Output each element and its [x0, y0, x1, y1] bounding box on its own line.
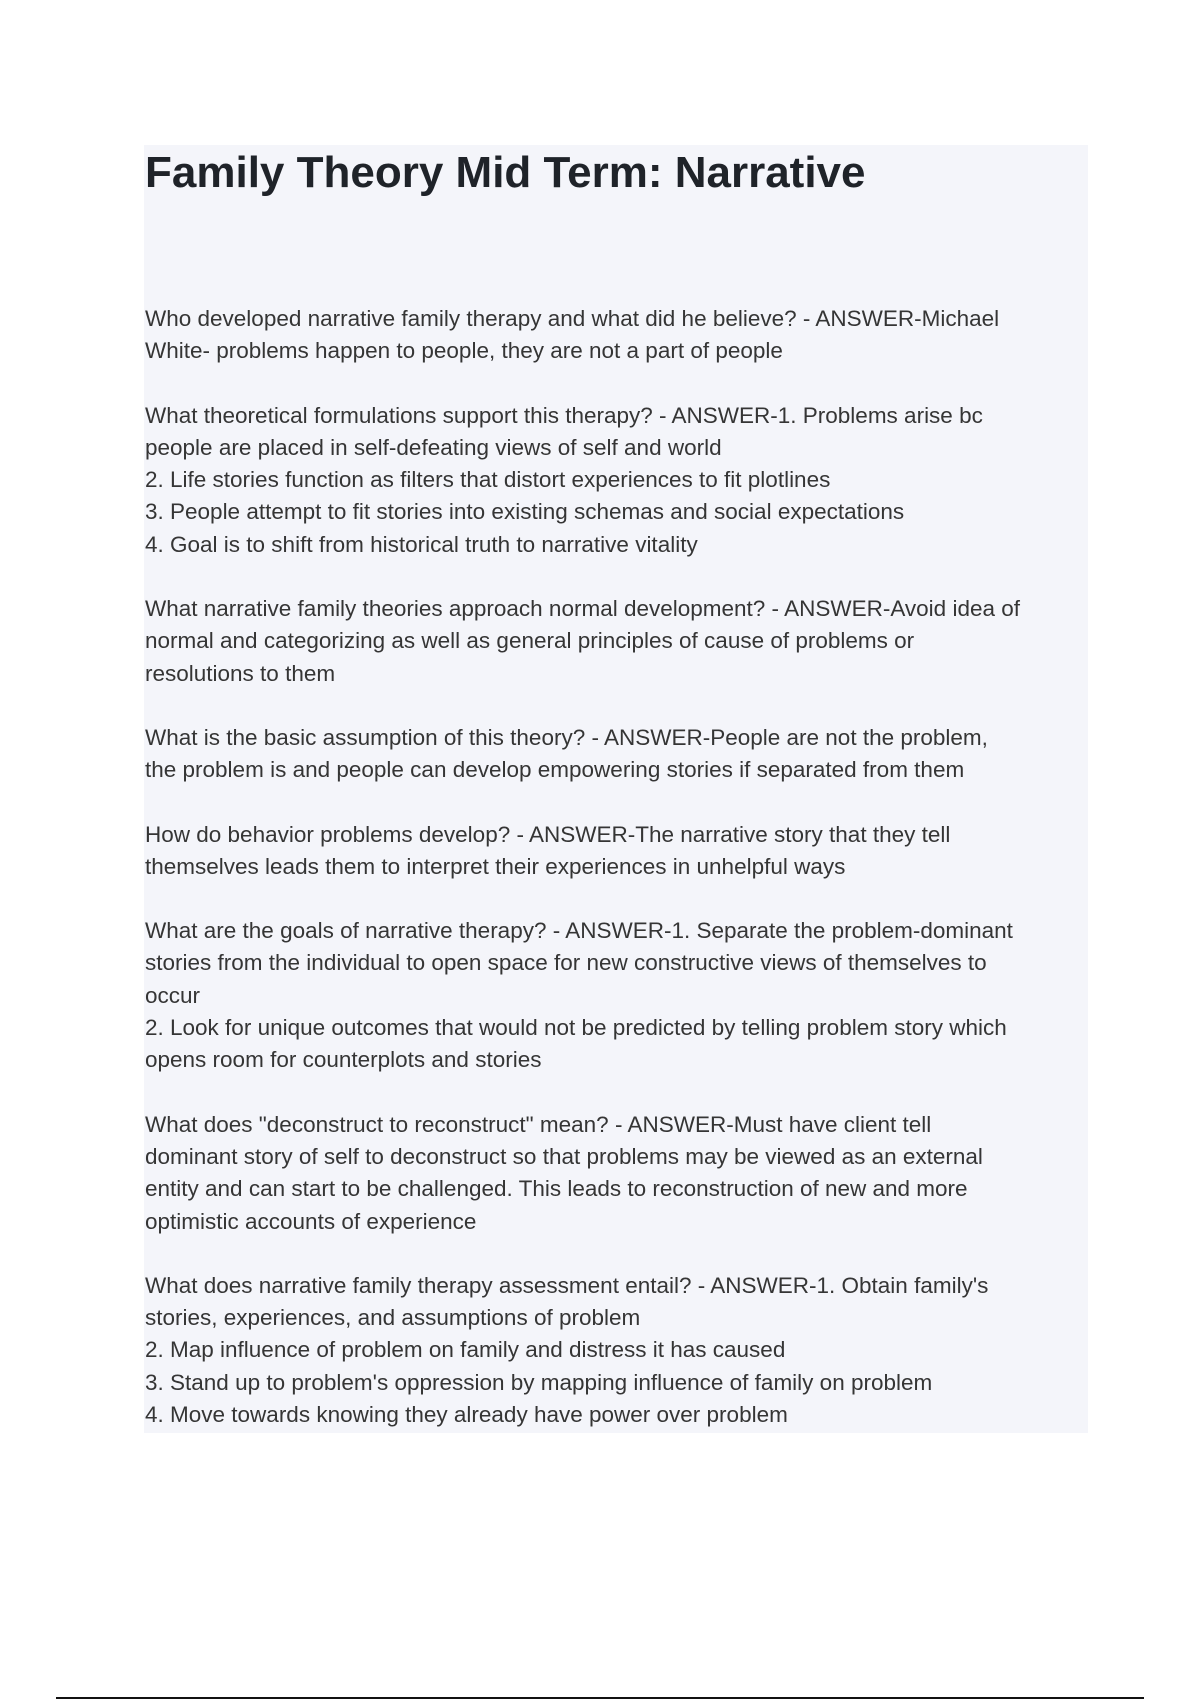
qa-line: stories from the individual to open space for new constructive views of themselves to: [145, 950, 987, 976]
qa-line: Who developed narrative family therapy and what did he believe? - ANSWER-Michael: [145, 306, 1000, 331]
qa-line: normal and categorizing as well as general principles of cause of problems or: [145, 628, 915, 654]
qa-line: What does narrative family therapy assessment entail? - ANSWER-1. Obtain family's: [145, 1272, 989, 1298]
qa-line: What theoretical formulations support this therapy? - ANSWER-1. Problems arise bc: [145, 402, 983, 428]
qa-line: the problem is and people can develop empowering stories if separated from them: [145, 757, 965, 783]
qa-line: How do behavior problems develop? - ANSWER-The narrative story that they tell: [145, 821, 951, 847]
qa-line: What narrative family theories approach normal development? - ANSWER-Avoid idea of: [145, 596, 1020, 622]
qa-item-2: [145, 400, 1090, 561]
qa-item-1: [145, 303, 1090, 368]
qa-line: people are placed in self-defeating views of self and world: [145, 434, 722, 460]
document-title: Family Theory Mid Term: Narrative: [145, 148, 866, 197]
qa-line: occur: [145, 982, 201, 1008]
qa-line: 3. Stand up to problem's oppression by mapping influence of family on problem: [145, 1369, 933, 1395]
qa-line: dominant story of self to deconstruct so that problems may be viewed as an external: [145, 1143, 983, 1169]
qa-line: What does "deconstruct to reconstruct" mean? - ANSWER-Must have client tell: [145, 1111, 932, 1137]
qa-line: resolutions to them: [145, 660, 336, 686]
qa-line: opens room for counterplots and stories: [145, 1047, 542, 1073]
qa-item-5: [145, 819, 1090, 884]
qa-line: What is the basic assumption of this theory? - ANSWER-People are not the problem,: [145, 724, 988, 750]
qa-line: 4. Move towards knowing they already have power over problem: [145, 1402, 788, 1428]
qa-line: White- problems happen to people, they are not a part of people: [145, 338, 783, 364]
qa-line: 2. Life stories function as filters that distort experiences to fit plotlines: [145, 467, 831, 493]
qa-item-6: [145, 915, 1090, 1076]
qa-item-7: [145, 1109, 1090, 1238]
qa-list: [145, 303, 1090, 1463]
qa-item-8: [145, 1270, 1090, 1431]
qa-line: optimistic accounts of experience: [145, 1208, 477, 1234]
qa-line: 4. Goal is to shift from historical truth to narrative vitality: [145, 531, 698, 557]
qa-line: themselves leads them to interpret their experiences in unhelpful ways: [145, 853, 846, 879]
footer-divider: [56, 1697, 1144, 1699]
qa-line: stories, experiences, and assumptions of problem: [145, 1305, 641, 1331]
qa-line: 2. Look for unique outcomes that would not be predicted by telling problem story which: [145, 1015, 1007, 1041]
qa-item-3: [145, 593, 1090, 690]
qa-item-4: [145, 722, 1090, 787]
qa-line: 2. Map influence of problem on family and distress it has caused: [145, 1337, 786, 1363]
qa-line: What are the goals of narrative therapy? - ANSWER-1. Separate the problem-dominant: [145, 918, 1013, 944]
qa-line: 3. People attempt to fit stories into existing schemas and social expectations: [145, 499, 905, 525]
qa-line: entity and can start to be challenged. This leads to reconstruction of new and more: [145, 1176, 968, 1202]
